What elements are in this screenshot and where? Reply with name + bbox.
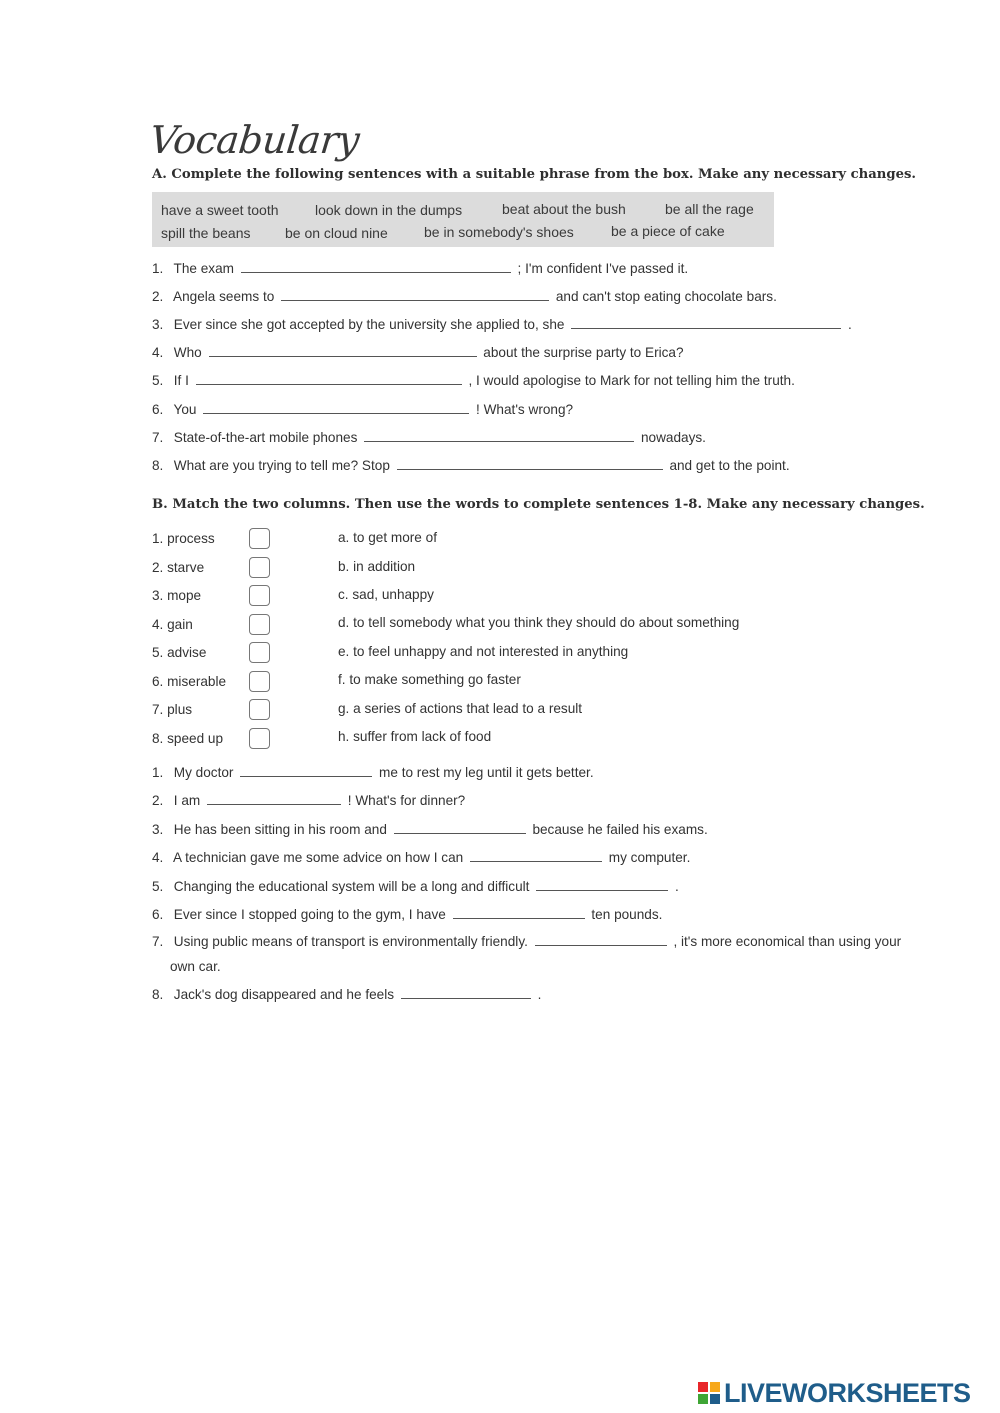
exercise-b-item	[152, 934, 901, 949]
phrase-item: have a sweet tooth	[161, 202, 279, 218]
answer-blank[interactable]	[453, 908, 585, 919]
logo-mark-icon	[698, 1382, 720, 1404]
answer-blank[interactable]	[207, 794, 341, 805]
match-word: 1. process	[152, 531, 215, 546]
exercise-a-item	[152, 317, 852, 332]
item-text-before: I am	[173, 793, 201, 808]
item-number: 3.	[152, 822, 164, 837]
answer-blank[interactable]	[209, 346, 477, 357]
match-word: 6. miserable	[152, 674, 227, 689]
answer-blank[interactable]	[203, 403, 469, 414]
item-number: 3.	[152, 317, 164, 332]
phrase-item: spill the beans	[161, 225, 251, 241]
answer-blank[interactable]	[196, 374, 462, 385]
item-text-before: The exam	[173, 261, 234, 276]
item-text-after: ten pounds.	[591, 907, 663, 922]
exercise-b-item	[152, 793, 465, 808]
answer-blank[interactable]	[364, 431, 634, 442]
item-text-before: Changing the educational system will be a long and difficult	[173, 879, 530, 894]
exercise-a-item	[152, 430, 706, 445]
match-answer-box[interactable]	[249, 728, 270, 749]
item-number: 1.	[152, 261, 164, 276]
match-word: 5. advise	[152, 645, 207, 660]
answer-blank[interactable]	[535, 935, 667, 946]
match-word: 2. starve	[152, 560, 205, 575]
match-answer-box[interactable]	[249, 699, 270, 720]
exercise-b-item	[152, 907, 662, 922]
exercise-a-item	[152, 289, 777, 304]
item-text-before: Angela seems to	[173, 289, 275, 304]
liveworksheets-logo	[698, 1379, 971, 1407]
item-number: 4.	[152, 850, 164, 865]
item-number: 2.	[152, 289, 164, 304]
phrase-item: be in somebody's shoes	[424, 224, 574, 240]
match-definition: f. to make something go faster	[338, 672, 521, 687]
item-text-before: My doctor	[173, 765, 234, 780]
item-text-after: and get to the point.	[669, 458, 790, 473]
phrase-item: be all the rage	[665, 201, 754, 217]
exercise-a-item	[152, 261, 688, 276]
item-number: 6.	[152, 402, 164, 417]
item-number: 5.	[152, 373, 164, 388]
exercise-b-item	[152, 987, 541, 1002]
exercise-a-item	[152, 373, 795, 388]
item-text-before: Using public means of transport is environmentally friendly.	[173, 934, 528, 949]
exercise-b-item	[152, 850, 690, 865]
section-b-instruction: B. Match the two columns. Then use the words to complete sentences 1-8. Make any necessary changes.	[152, 497, 925, 512]
exercise-a-item	[152, 458, 790, 473]
match-answer-box[interactable]	[249, 528, 270, 549]
item-text-before: Ever since she got accepted by the university she applied to, she	[173, 317, 565, 332]
item-text-after: , I would apologise to Mark for not telling him the truth.	[468, 373, 795, 388]
match-word: 3. mope	[152, 588, 202, 603]
item-text-after: me to rest my leg until it gets better.	[379, 765, 594, 780]
answer-blank[interactable]	[536, 880, 668, 891]
item-text-after: ! What's wrong?	[476, 402, 574, 417]
item-text-before: He has been sitting in his room and	[173, 822, 387, 837]
answer-blank[interactable]	[571, 318, 841, 329]
item-text-after: and can't stop eating chocolate bars.	[555, 289, 777, 304]
item-text-before: A technician gave me some advice on how I can	[173, 850, 464, 865]
match-definition: b. in addition	[338, 559, 416, 574]
match-answer-box[interactable]	[249, 614, 270, 635]
answer-blank[interactable]	[241, 262, 511, 273]
item-text-after: .	[848, 317, 852, 332]
item-text-after: , it's more economical than using your	[673, 934, 902, 949]
match-word: 4. gain	[152, 617, 193, 632]
exercise-a-item	[152, 402, 573, 417]
item-number: 2.	[152, 793, 164, 808]
exercise-b-item	[152, 765, 594, 780]
match-definition: d. to tell somebody what you think they should do about something	[338, 615, 740, 630]
item-text-after: .	[675, 879, 679, 894]
item-text-after: ; I'm confident I've passed it.	[517, 261, 689, 276]
match-definition: c. sad, unhappy	[338, 587, 434, 602]
match-word: 7. plus	[152, 702, 193, 717]
answer-blank[interactable]	[397, 459, 663, 470]
answer-blank[interactable]	[401, 988, 531, 999]
exercise-b-item-continued: own car.	[170, 959, 221, 974]
logo-text: LIVEWORKSHEETS	[724, 1377, 971, 1408]
item-number: 8.	[152, 458, 164, 473]
phrase-item: be a piece of cake	[611, 223, 725, 239]
item-number: 6.	[152, 907, 164, 922]
match-definition: g. a series of actions that lead to a result	[338, 701, 583, 716]
item-text-after: my computer.	[608, 850, 691, 865]
item-text-after: about the surprise party to Erica?	[483, 345, 684, 360]
match-answer-box[interactable]	[249, 585, 270, 606]
item-text-after: nowadays.	[640, 430, 706, 445]
item-number: 5.	[152, 879, 164, 894]
item-text-before: Who	[173, 345, 202, 360]
item-text-before: Ever since I stopped going to the gym, I have	[173, 907, 446, 922]
item-text-before: Jack's dog disappeared and he feels	[173, 987, 395, 1002]
match-answer-box[interactable]	[249, 557, 270, 578]
item-text-after: ! What's for dinner?	[347, 793, 466, 808]
section-a-instruction: A. Complete the following sentences with a suitable phrase from the box. Make any necessary changes.	[152, 167, 917, 182]
match-definition: a. to get more of	[338, 530, 437, 545]
answer-blank[interactable]	[281, 290, 549, 301]
exercise-a-item	[152, 345, 684, 360]
answer-blank[interactable]	[240, 766, 372, 777]
item-text-before: What are you trying to tell me? Stop	[173, 458, 390, 473]
phrase-item: look down in the dumps	[315, 202, 463, 218]
item-text-before: If I	[173, 373, 189, 388]
item-number: 7.	[152, 430, 164, 445]
item-number: 8.	[152, 987, 164, 1002]
item-text-before: State-of-the-art mobile phones	[173, 430, 358, 445]
match-definition: e. to feel unhappy and not interested in anything	[338, 644, 629, 659]
item-text-before: You	[173, 402, 197, 417]
item-text-after: because he failed his exams.	[532, 822, 708, 837]
answer-blank[interactable]	[394, 823, 526, 834]
match-word: 8. speed up	[152, 731, 224, 746]
phrase-item: beat about the bush	[502, 201, 626, 217]
item-number: 7.	[152, 934, 164, 949]
phrase-box	[152, 192, 774, 247]
item-number: 4.	[152, 345, 164, 360]
match-answer-box[interactable]	[249, 642, 270, 663]
answer-blank[interactable]	[470, 851, 602, 862]
match-definition: h. suffer from lack of food	[338, 729, 492, 744]
page-title: Vocabulary	[147, 118, 362, 162]
phrase-item: be on cloud nine	[285, 225, 388, 241]
exercise-b-item	[152, 822, 708, 837]
item-number: 1.	[152, 765, 164, 780]
exercise-b-item	[152, 879, 679, 894]
item-text-after: .	[537, 987, 542, 1002]
match-answer-box[interactable]	[249, 671, 270, 692]
